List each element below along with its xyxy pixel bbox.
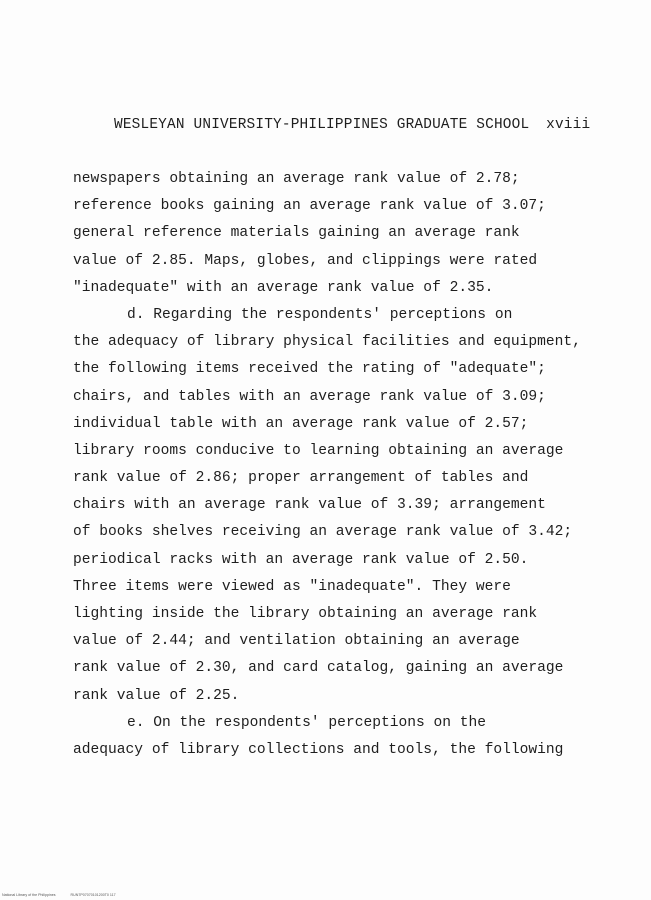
text-line: the following items received the rating of "adequate";: [73, 361, 546, 378]
text-line: rank value of 2.30, and card catalog, gaining an average: [73, 660, 564, 677]
text-line: value of 2.44; and ventilation obtaining an average: [73, 633, 520, 650]
paragraph-e-start: e. On the respondents' perceptions on the: [127, 714, 487, 731]
text-line: general reference materials gaining an average rank: [73, 225, 520, 242]
text-line: newspapers obtaining an average rank value of 2.78;: [73, 171, 520, 187]
text-line: chairs with an average rank value of 3.39; arrangement: [73, 497, 546, 514]
text-line: lighting inside the library obtaining an average rank: [73, 606, 538, 622]
text-line: chairs, and tables with an average rank value of 3.09;: [73, 388, 546, 405]
body-text: [73, 166, 633, 764]
text-line: rank value of 2.25.: [73, 687, 240, 704]
text-line: Three items were viewed as "inadequate". They were: [73, 578, 511, 595]
text-line: of books shelves receiving an average rank value of 3.42;: [73, 524, 573, 541]
text-line: periodical racks with an average rank value of 2.50.: [73, 551, 529, 568]
text-line: rank value of 2.86; proper arrangement of tables and: [73, 470, 529, 487]
header-title: WESLEYAN UNIVERSITY-PHILIPPINES GRADUATE SCHOOL: [114, 117, 530, 133]
paragraph-d-start: d. Regarding the respondents' perceptions on: [127, 306, 513, 323]
text-line: value of 2.85. Maps, globes, and clippings were rated: [73, 252, 538, 269]
page-header: [114, 117, 590, 133]
scan-footer-stamp: [2, 893, 116, 897]
text-line: the adequacy of library physical facilities and equipment,: [73, 334, 581, 351]
text-line: individual table with an average rank value of 2.57;: [73, 415, 529, 432]
text-line: adequacy of library collections and tools, the following: [73, 741, 564, 758]
footer-stamp-id: RUN7P07070101200T0 117: [70, 893, 116, 897]
text-line: library rooms conducive to learning obtaining an average: [73, 442, 564, 459]
footer-library: National Library of the Philippines: [2, 893, 56, 897]
text-line: reference books gaining an average rank value of 3.07;: [73, 198, 546, 215]
page-number: xviii: [546, 117, 591, 133]
text-line: "inadequate" with an average rank value of 2.35.: [73, 279, 494, 296]
